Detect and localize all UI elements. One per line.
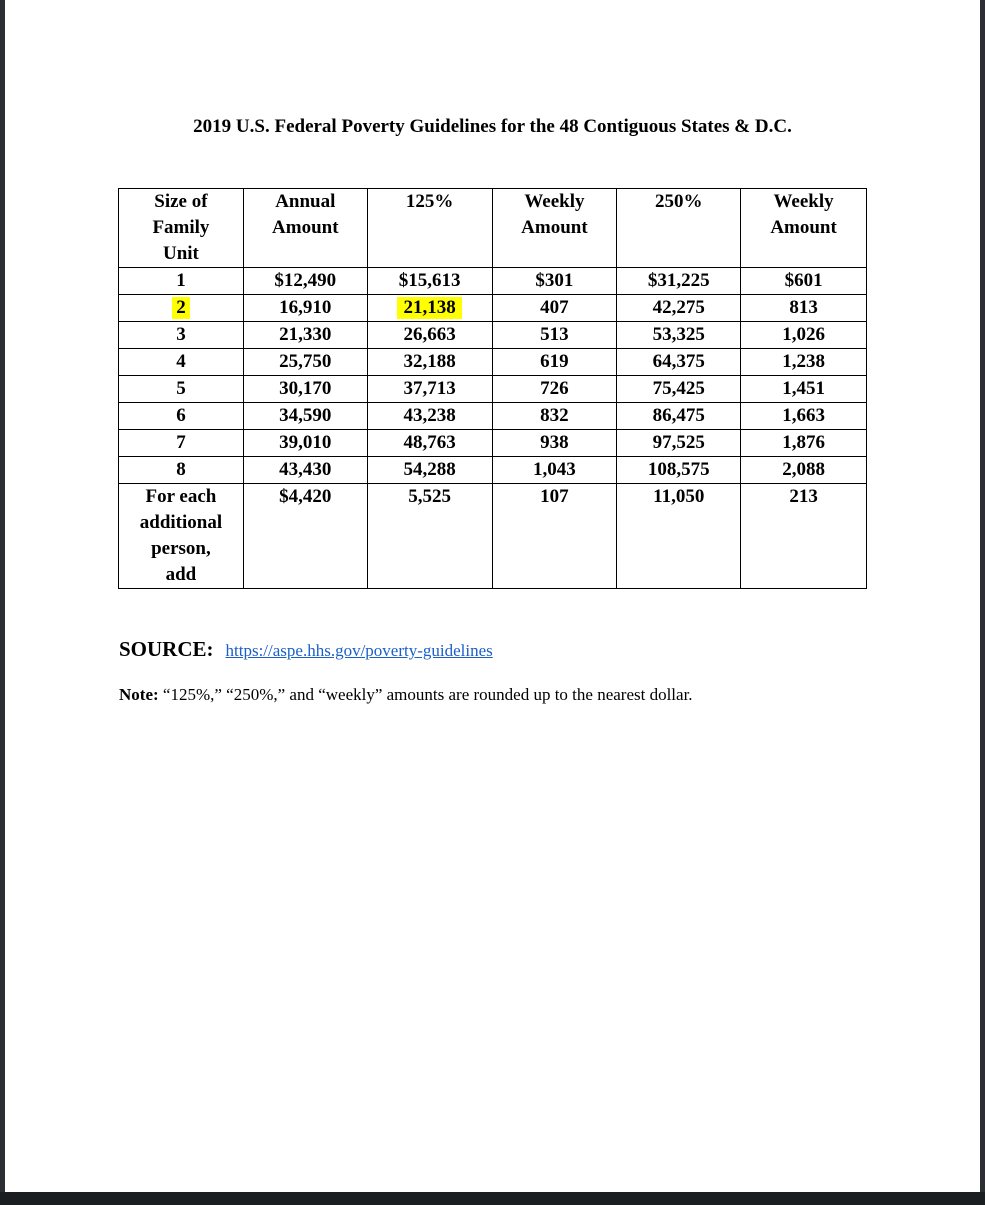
document-page	[5, 0, 980, 1192]
cell-family-size: 6	[119, 403, 244, 430]
table-row	[119, 403, 867, 430]
highlighted-value: 21,138	[397, 297, 461, 319]
cell-annual-amount: 16,910	[243, 295, 367, 322]
cell-annual-amount: 43,430	[243, 457, 367, 484]
cell-weekly-125: 513	[492, 322, 617, 349]
cell-additional-weekly-125: 107	[492, 484, 617, 589]
viewer-bottom-bar	[0, 1192, 985, 1205]
cell-family-size: 1	[119, 268, 244, 295]
table-row	[119, 430, 867, 457]
cell-family-size	[119, 295, 244, 322]
note-text: “125%,” “250%,” and “weekly” amounts are rounded up to the nearest dollar.	[158, 685, 693, 704]
header-weekly-amount-250: Weekly Amount	[741, 189, 867, 268]
cell-weekly-125: 938	[492, 430, 617, 457]
cell-weekly-125: 407	[492, 295, 617, 322]
table-row-additional	[119, 484, 867, 589]
cell-annual-amount: 30,170	[243, 376, 367, 403]
cell-weekly-250: 813	[741, 295, 867, 322]
cell-weekly-250: 1,238	[741, 349, 867, 376]
table-row	[119, 268, 867, 295]
cell-additional-annual-amount: $4,420	[243, 484, 367, 589]
cell-additional-amount-250: 11,050	[617, 484, 741, 589]
cell-family-size: 5	[119, 376, 244, 403]
page-title: 2019 U.S. Federal Poverty Guidelines for the 48 Contiguous States & D.C.	[193, 116, 792, 137]
cell-weekly-250: 1,876	[741, 430, 867, 457]
cell-additional-amount-125: 5,525	[367, 484, 492, 589]
cell-additional-label: For each additional person, add	[119, 484, 244, 589]
cell-family-size: 4	[119, 349, 244, 376]
source-link[interactable]: https://aspe.hhs.gov/poverty-guidelines	[225, 641, 493, 660]
cell-amount-250: 86,475	[617, 403, 741, 430]
table-body	[119, 268, 867, 589]
cell-amount-125	[367, 295, 492, 322]
cell-annual-amount: 21,330	[243, 322, 367, 349]
cell-amount-125: 48,763	[367, 430, 492, 457]
cell-amount-125: 32,188	[367, 349, 492, 376]
cell-annual-amount: 39,010	[243, 430, 367, 457]
header-250-percent: 250%	[617, 189, 741, 268]
header-125-percent: 125%	[367, 189, 492, 268]
cell-amount-125: 54,288	[367, 457, 492, 484]
cell-weekly-125: 619	[492, 349, 617, 376]
table-row	[119, 322, 867, 349]
cell-weekly-125: 1,043	[492, 457, 617, 484]
cell-amount-250: 53,325	[617, 322, 741, 349]
cell-amount-250: 64,375	[617, 349, 741, 376]
header-annual-amount: Annual Amount	[243, 189, 367, 268]
source-line	[119, 637, 493, 662]
cell-annual-amount: $12,490	[243, 268, 367, 295]
header-weekly-amount-125: Weekly Amount	[492, 189, 617, 268]
cell-weekly-250: 1,663	[741, 403, 867, 430]
cell-amount-250: 97,525	[617, 430, 741, 457]
cell-weekly-250: $601	[741, 268, 867, 295]
table-row	[119, 349, 867, 376]
cell-amount-125: 43,238	[367, 403, 492, 430]
cell-weekly-125: 832	[492, 403, 617, 430]
header-family-size: Size of Family Unit	[119, 189, 244, 268]
cell-annual-amount: 34,590	[243, 403, 367, 430]
cell-annual-amount: 25,750	[243, 349, 367, 376]
note-line	[119, 685, 693, 705]
cell-weekly-250: 1,026	[741, 322, 867, 349]
table-row	[119, 295, 867, 322]
cell-weekly-250: 1,451	[741, 376, 867, 403]
cell-weekly-250: 2,088	[741, 457, 867, 484]
cell-family-size: 8	[119, 457, 244, 484]
cell-weekly-125: $301	[492, 268, 617, 295]
cell-family-size: 3	[119, 322, 244, 349]
cell-amount-250: 108,575	[617, 457, 741, 484]
poverty-guidelines-table	[118, 188, 867, 589]
cell-amount-250: 75,425	[617, 376, 741, 403]
table-header-row	[119, 189, 867, 268]
table-row	[119, 457, 867, 484]
highlighted-value: 2	[172, 297, 190, 319]
cell-weekly-125: 726	[492, 376, 617, 403]
note-label: Note:	[119, 685, 159, 704]
cell-family-size: 7	[119, 430, 244, 457]
cell-additional-weekly-250: 213	[741, 484, 867, 589]
cell-amount-125: 26,663	[367, 322, 492, 349]
table-row	[119, 376, 867, 403]
cell-amount-125: 37,713	[367, 376, 492, 403]
cell-amount-125: $15,613	[367, 268, 492, 295]
source-label: SOURCE:	[119, 637, 214, 661]
cell-amount-250: 42,275	[617, 295, 741, 322]
cell-amount-250: $31,225	[617, 268, 741, 295]
